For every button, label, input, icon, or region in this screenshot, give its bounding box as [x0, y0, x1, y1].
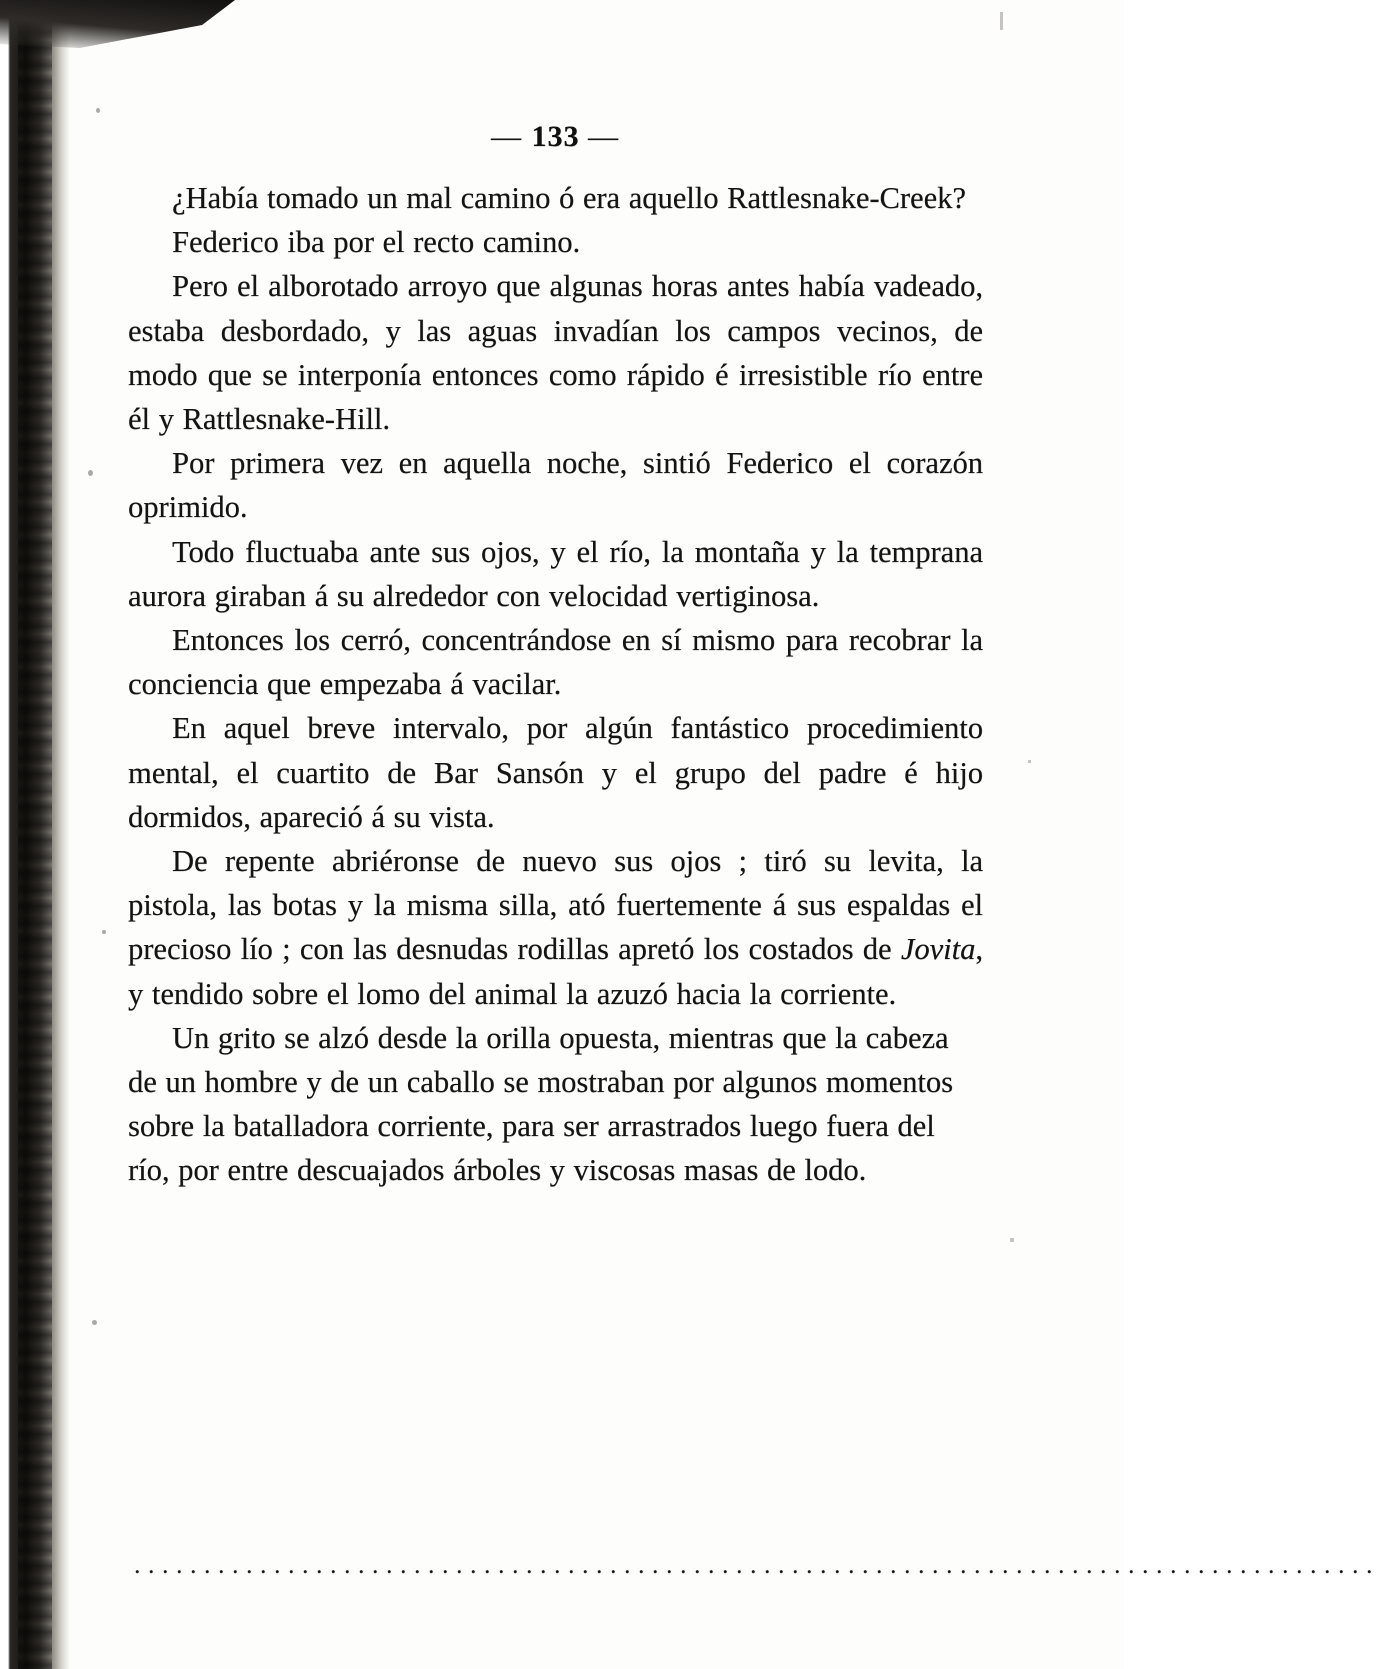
right-edge-fleck: [1010, 1238, 1014, 1242]
folio-dash-right: —: [588, 120, 620, 153]
right-edge-fleck: [1028, 760, 1031, 763]
body-paragraph-with-italic: [128, 839, 983, 1016]
body-paragraph: Por primera vez en aquella noche, sintió Federico el corazón oprimido.: [128, 446, 983, 525]
edge-speck: [102, 930, 106, 934]
body-paragraph: Entonces los cerró, concentrándose en sí mismo para recobrar la conciencia que empezaba á vacilar.: [128, 623, 983, 702]
body-paragraph: ¿Había tomado un mal camino ó era aquello Rattlesnake-Creek?: [172, 181, 966, 215]
dotted-rule: .........................................................................................: [134, 1550, 1380, 1579]
body-paragraph: Todo fluctuaba ante sus ojos, y el río, la montaña y la temprana aurora giraban á su alrededor con velocidad vertiginosa.: [128, 534, 983, 613]
page-number: [128, 120, 983, 154]
ink-smudge-top-left: [0, 0, 235, 48]
paragraph-tail-text: , y tendido sobre el lomo del animal la azuzó hacia la corriente.: [128, 932, 984, 1011]
right-edge-fleck: [1000, 12, 1003, 30]
text-column: [128, 120, 983, 1193]
body-paragraph: Pero el alborotado arroyo que algunas horas antes había vadeado, estaba desbordado, y las aguas invadían los campos vecinos, de modo que se interponía entonces como rápido é irresistible río entre él y Rattlesnake-Hill.: [128, 269, 983, 437]
edge-speck: [96, 108, 100, 113]
body-paragraph: En aquel breve intervalo, por algún fantástico procedimiento mental, el cuartito de Bar Sansón y el grupo del padre é hijo dormidos, apareció á su vista.: [128, 711, 983, 834]
folio-number: 133: [531, 120, 580, 153]
italic-name: Jovita: [900, 932, 976, 967]
body-paragraph: Federico iba por el recto camino.: [172, 225, 581, 260]
folio-dash-left: —: [491, 120, 523, 153]
paragraph-lead-text: De repente abriéronse de nuevo sus ojos ; tiró su levita, la pistola, las botas y la misma silla, ató fuertemente á sus espaldas el precioso lío ; con las desnudas rodillas apretó los costados de: [128, 844, 983, 967]
body-paragraph: Un grito se alzó desde la orilla opuesta, mientras que la cabeza de un hombre y de un caballo se mostraban por algunos momentos sobre la batalladora corriente, para ser arrastrados luego fuera del río, por entre descuajados árboles y viscosas masas de lodo.: [128, 1020, 953, 1188]
binding-gutter-shadow: [0, 0, 70, 1669]
edge-speck: [92, 1320, 97, 1325]
edge-speck: [88, 470, 93, 476]
